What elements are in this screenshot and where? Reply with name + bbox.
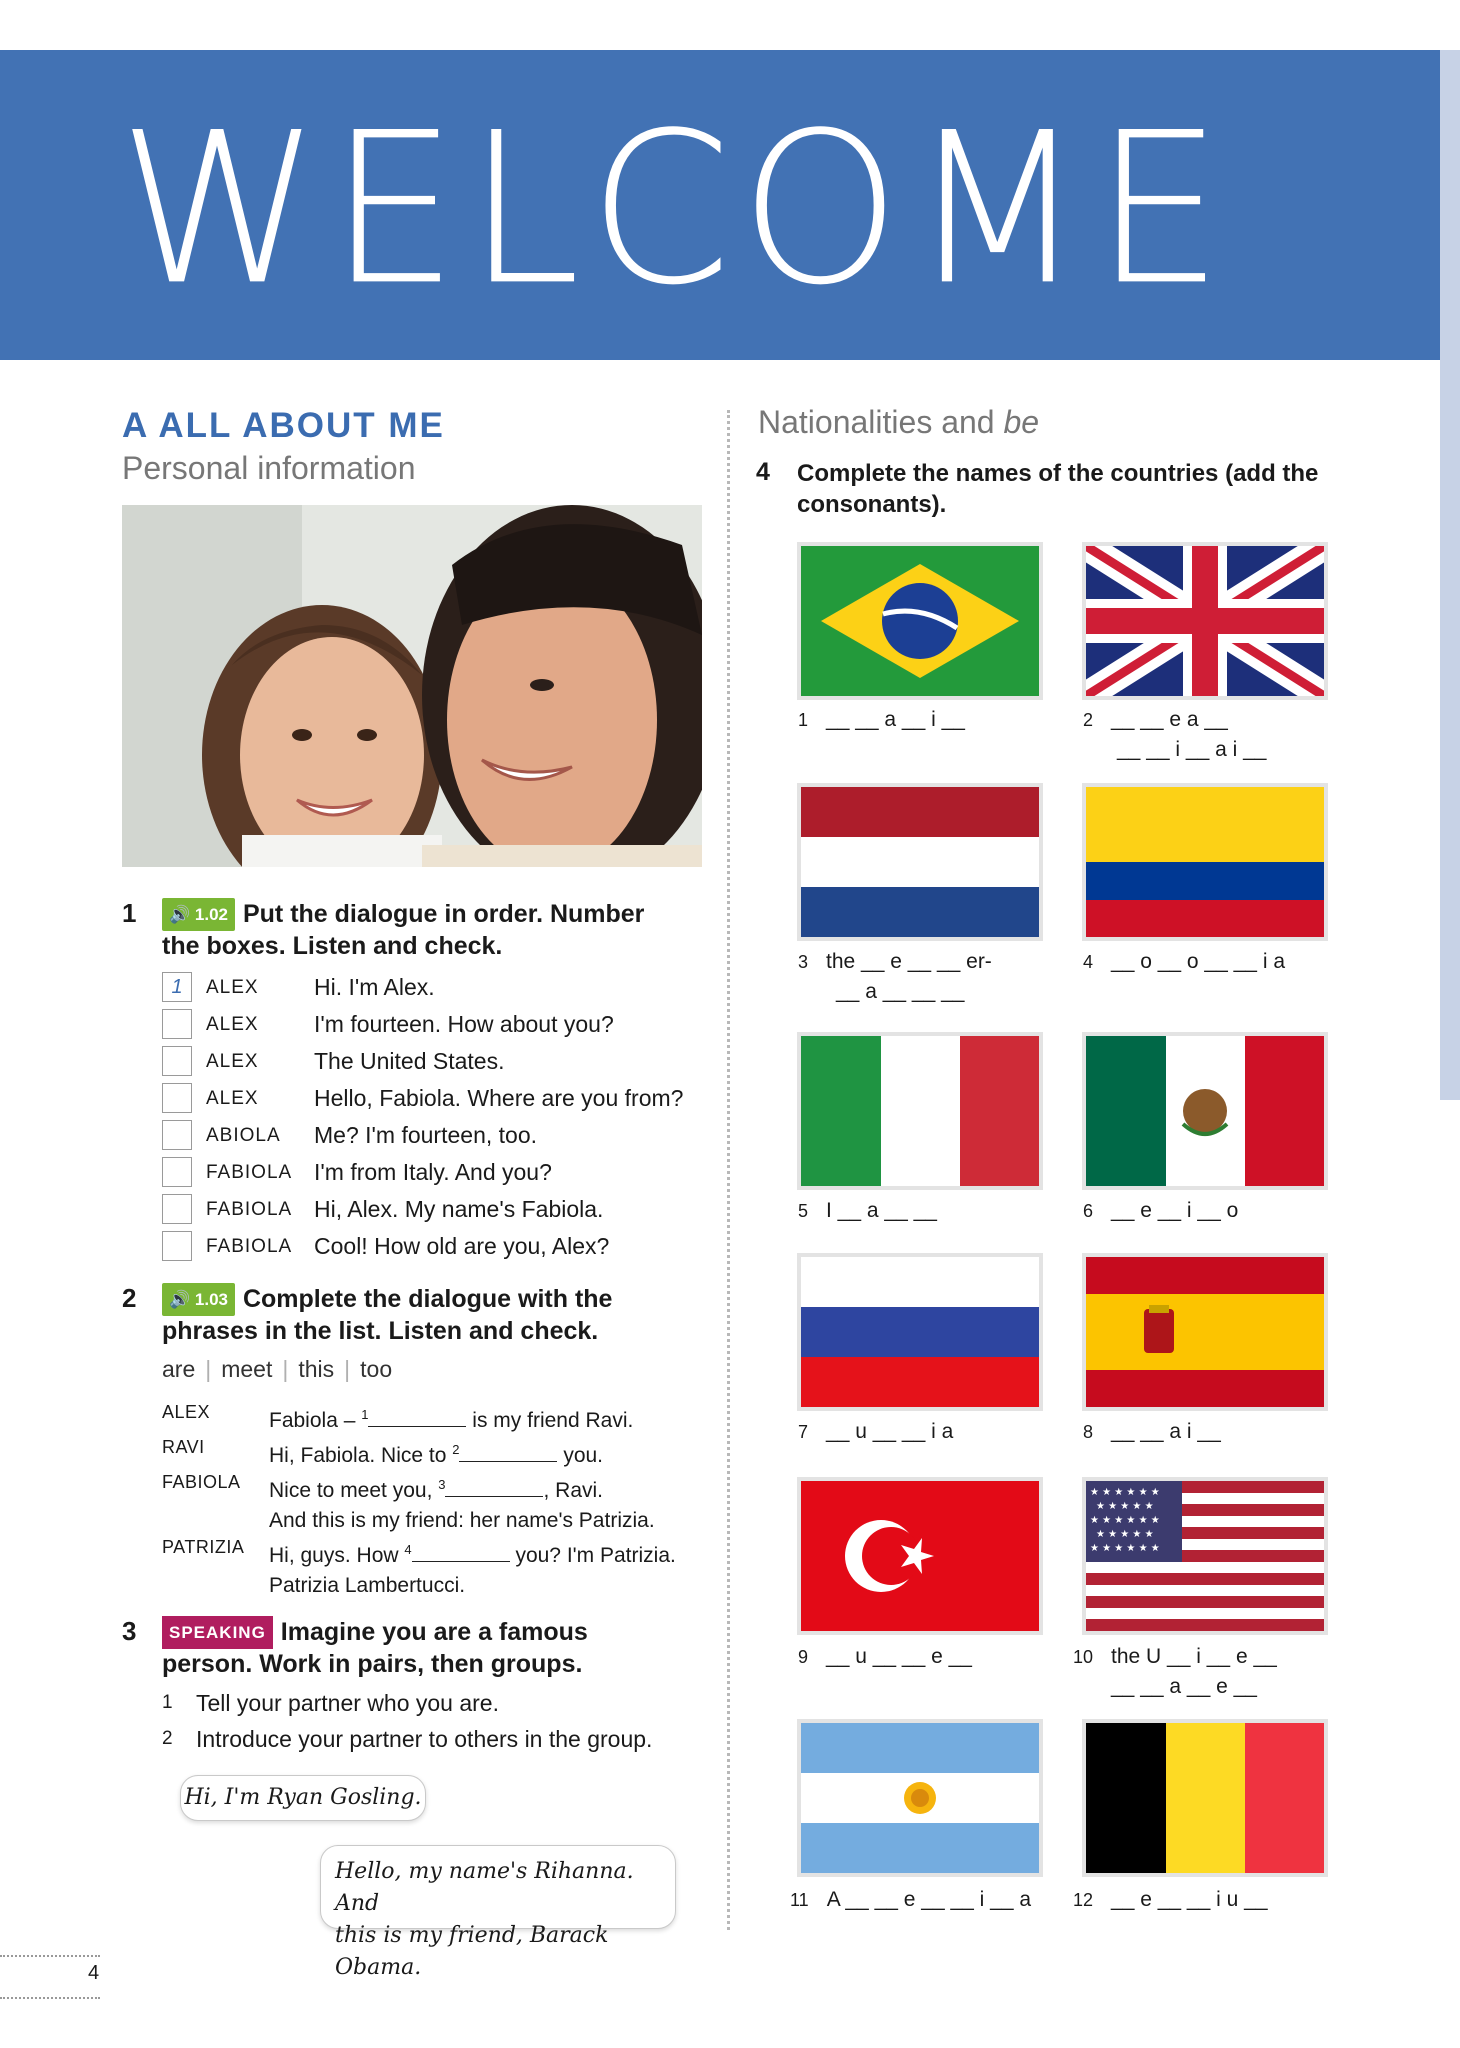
order-box[interactable] bbox=[162, 1157, 192, 1187]
speaker: PATRIZIA bbox=[162, 1537, 245, 1557]
order-box[interactable] bbox=[162, 1120, 192, 1150]
svg-text:★ ★ ★ ★ ★: ★ ★ ★ ★ ★ bbox=[1096, 1501, 1154, 1512]
answer-blank[interactable] bbox=[445, 1478, 543, 1497]
speaking-badge: SPEAKING bbox=[162, 1616, 273, 1649]
line-text: Me? I'm fourteen, too. bbox=[314, 1122, 538, 1148]
speaker: ALEX bbox=[206, 1051, 259, 1072]
word: this bbox=[298, 1356, 335, 1382]
line-text: Hello, Fabiola. Where are you from? bbox=[314, 1085, 684, 1111]
answer-blank[interactable] bbox=[368, 1408, 466, 1427]
bubble-line: Hello, my name's Rihanna. And bbox=[335, 1859, 634, 1916]
flag-usa bbox=[1082, 1477, 1328, 1635]
flag-netherlands bbox=[797, 783, 1043, 941]
order-box[interactable]: 1 bbox=[162, 972, 192, 1002]
flag-spain bbox=[1082, 1253, 1328, 1411]
section-subheading: Personal information bbox=[122, 450, 416, 486]
audio-icon[interactable]: 🔊 1.03 bbox=[162, 1283, 235, 1316]
nationalities-heading: Nationalities and be bbox=[758, 404, 1040, 440]
line-text: Hi, Fabiola. Nice to $^2$ you. bbox=[269, 1442, 604, 1467]
word-list: are | meet | this | too bbox=[162, 1356, 393, 1382]
flag-russia bbox=[797, 1253, 1043, 1411]
column-divider bbox=[727, 410, 730, 1930]
line-text: Hi, guys. How $^4$ you? I'm Patrizia. Patrizia Lambertucci. bbox=[269, 1542, 676, 1597]
order-box[interactable] bbox=[162, 1083, 192, 1113]
flag-caption: 11 A __ __ e __ __ i __ a bbox=[790, 1888, 1032, 1911]
flag-uk bbox=[1082, 542, 1328, 700]
flag-caption: 6 __ e __ i __ o bbox=[1083, 1199, 1239, 1222]
svg-text:★ ★ ★ ★ ★ ★: ★ ★ ★ ★ ★ ★ bbox=[1090, 1543, 1160, 1554]
audio-icon[interactable]: 🔊 1.02 bbox=[162, 898, 235, 931]
word: too bbox=[360, 1356, 393, 1382]
svg-text:★ ★ ★ ★ ★: ★ ★ ★ ★ ★ bbox=[1096, 1529, 1154, 1540]
word: are bbox=[162, 1356, 196, 1382]
ex4-title: Complete the names of the countries (add the consonants). bbox=[797, 460, 1319, 518]
answer-blank[interactable] bbox=[412, 1543, 510, 1562]
ex1-number: 1 bbox=[122, 898, 137, 928]
page-rule bbox=[0, 1955, 100, 1957]
line-text: Fabiola – $^1$ is my friend Ravi. bbox=[269, 1407, 634, 1432]
flag-mexico bbox=[1082, 1032, 1328, 1190]
banner-title: WELCOME bbox=[118, 88, 1232, 332]
speaker: FABIOLA bbox=[206, 1199, 293, 1220]
ex3-title: SPEAKING Imagine you are a famous person. Work in pairs, then groups. bbox=[162, 1618, 588, 1678]
order-box[interactable] bbox=[162, 1046, 192, 1076]
speaker: RAVI bbox=[162, 1437, 205, 1457]
flag-caption: 10 the U __ i __ e __ __ __ a __ e __ bbox=[1073, 1645, 1277, 1698]
flag-caption: 4 __ o __ o __ __ i a bbox=[1083, 950, 1285, 973]
bubble-line: this is my friend, Barack Obama. bbox=[335, 1923, 609, 1980]
page-rule bbox=[0, 1997, 100, 1999]
order-box[interactable] bbox=[162, 1009, 192, 1039]
order-box[interactable] bbox=[162, 1231, 192, 1261]
ex1-title: 🔊 1.02 Put the dialogue in order. Number the boxes. Listen and check. bbox=[162, 900, 645, 960]
line-text: Nice to meet you, $^3$ , Ravi. And this is my friend: her name's Patrizia. bbox=[269, 1477, 655, 1532]
flag-caption: 2 __ __ e a __ __ __ i __ a i __ bbox=[1083, 708, 1267, 761]
flag-argentina bbox=[797, 1719, 1043, 1877]
svg-text:★ ★ ★ ★ ★ ★: ★ ★ ★ ★ ★ ★ bbox=[1090, 1515, 1160, 1526]
flag-caption: 5 I __ a __ __ bbox=[798, 1199, 937, 1222]
line-text: Hi. I'm Alex. bbox=[314, 974, 435, 1000]
flag-brazil bbox=[797, 542, 1043, 700]
word: meet bbox=[221, 1356, 273, 1382]
flag-caption: 1 __ __ a __ i __ bbox=[798, 708, 965, 731]
flag-caption: 3 the __ e __ __ er- __ a __ __ __ bbox=[798, 950, 992, 1003]
speaker: ABIOLA bbox=[206, 1125, 281, 1146]
flag-caption: 7 __ u __ __ i a bbox=[798, 1420, 954, 1443]
speech-bubble-1: Hi, I'm Ryan Gosling. bbox=[180, 1775, 426, 1821]
speaker: ALEX bbox=[206, 1088, 259, 1109]
speaker: ALEX bbox=[162, 1402, 211, 1422]
flag-colombia bbox=[1082, 783, 1328, 941]
line-text: The United States. bbox=[314, 1048, 505, 1074]
order-box[interactable] bbox=[162, 1194, 192, 1224]
ex4-number: 4 bbox=[756, 458, 770, 486]
flag-caption: 12 __ e __ __ i u __ bbox=[1073, 1888, 1268, 1911]
speaker: ALEX bbox=[206, 977, 259, 998]
speaker: FABIOLA bbox=[206, 1162, 293, 1183]
flag-belgium bbox=[1082, 1719, 1328, 1877]
ex2-title: 🔊 1.03 Complete the dialogue with the phrases in the list. Listen and check. bbox=[162, 1285, 613, 1345]
speech-bubble-2 bbox=[320, 1845, 676, 1980]
flag-italy bbox=[797, 1032, 1043, 1190]
speaker: FABIOLA bbox=[162, 1472, 241, 1492]
speaker: FABIOLA bbox=[206, 1236, 293, 1257]
svg-text:★ ★ ★ ★ ★ ★: ★ ★ ★ ★ ★ ★ bbox=[1090, 1487, 1160, 1498]
flag-turkey bbox=[797, 1477, 1043, 1635]
flag-caption: 9 __ u __ __ e __ bbox=[798, 1645, 972, 1668]
line-text: I'm fourteen. How about you? bbox=[314, 1011, 614, 1037]
answer-blank[interactable] bbox=[459, 1443, 557, 1462]
teen-photo bbox=[122, 505, 702, 867]
page-number: 4 bbox=[88, 1962, 100, 1984]
section-heading: A ALL ABOUT ME bbox=[122, 406, 445, 445]
flag-caption: 8 __ __ a i __ bbox=[1083, 1420, 1221, 1443]
page-edge-bar bbox=[1440, 50, 1460, 1100]
line-text: I'm from Italy. And you? bbox=[314, 1159, 552, 1185]
line-text: Hi, Alex. My name's Fabiola. bbox=[314, 1196, 604, 1222]
ex2-number: 2 bbox=[122, 1283, 137, 1313]
ex3-number: 3 bbox=[122, 1616, 137, 1646]
speaker: ALEX bbox=[206, 1014, 259, 1035]
line-text: Cool! How old are you, Alex? bbox=[314, 1233, 610, 1259]
